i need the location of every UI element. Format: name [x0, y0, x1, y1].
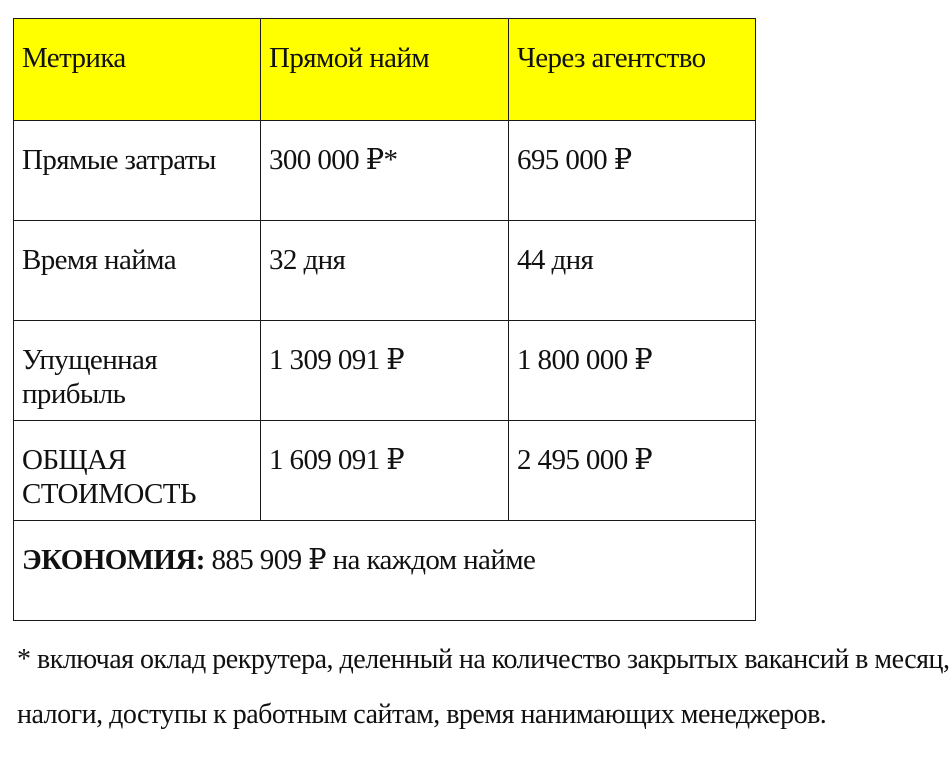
row-metric-label: Упущенная прибыль [14, 321, 261, 421]
total-agency-value: 2 495 000 ₽ [509, 421, 756, 521]
table-row [14, 321, 756, 421]
row-agency-value: 44 дня [509, 221, 756, 321]
savings-row [14, 521, 756, 621]
header-metric: Метрика [14, 19, 261, 121]
table-row-total [14, 421, 756, 521]
row-metric-label: Время найма [14, 221, 261, 321]
footnote-line-2: налоги, доступы к работным сайтам, время нанимающих менеджеров. [17, 699, 827, 730]
header-direct-hire: Прямой найм [261, 19, 509, 121]
savings-label: ЭКОНОМИЯ: [22, 544, 205, 576]
footnote-line-1: * включая оклад рекрутера, деленный на количество закрытых вакансий в месяц, [17, 644, 950, 675]
row-agency-value: 1 800 000 ₽ [509, 321, 756, 421]
total-cost-label: ОБЩАЯ СТОИМОСТЬ [14, 421, 261, 521]
savings-text: 885 909 ₽ на каждом найме [211, 544, 536, 576]
table-header-row [14, 19, 756, 121]
cost-comparison-table [13, 18, 756, 621]
table-row [14, 221, 756, 321]
total-direct-value: 1 609 091 ₽ [261, 421, 509, 521]
header-agency: Через агентство [509, 19, 756, 121]
savings-cell [14, 521, 756, 621]
row-direct-value: 1 309 091 ₽ [261, 321, 509, 421]
row-metric-label: Прямые затраты [14, 121, 261, 221]
row-direct-value: 300 000 ₽* [261, 121, 509, 221]
footnote [17, 632, 950, 742]
row-direct-value: 32 дня [261, 221, 509, 321]
row-agency-value: 695 000 ₽ [509, 121, 756, 221]
table-row [14, 121, 756, 221]
